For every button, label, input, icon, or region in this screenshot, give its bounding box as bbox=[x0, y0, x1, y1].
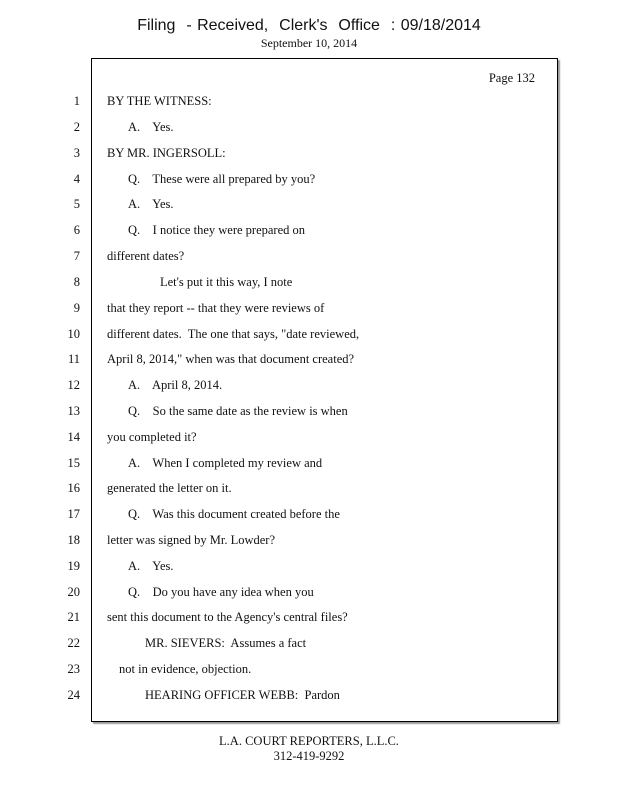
line-number: 18 bbox=[67, 533, 80, 547]
line-text: that they report -- that they were reviews of bbox=[107, 301, 325, 315]
line-text: Q. These were all prepared by you? bbox=[128, 172, 316, 186]
line-text: A. Yes. bbox=[128, 559, 174, 573]
line-number: 22 bbox=[67, 636, 80, 650]
line-number: 3 bbox=[73, 146, 80, 160]
line-number: 6 bbox=[73, 223, 80, 237]
line-text: A. April 8, 2014. bbox=[128, 378, 223, 392]
line-text: HEARING OFFICER WEBB: Pardon bbox=[145, 688, 340, 702]
line-text: Let's put it this way, I note bbox=[160, 275, 293, 289]
line-text: Q. Do you have any idea when you bbox=[128, 585, 314, 599]
line-number: 21 bbox=[67, 610, 80, 624]
line-text: sent this document to the Agency's central files? bbox=[107, 610, 348, 624]
line-text: BY MR. INGERSOLL: bbox=[107, 146, 226, 160]
line-text: April 8, 2014," when was that document created? bbox=[107, 352, 355, 366]
court-reporter-phone: 312-419-9292 bbox=[273, 749, 345, 763]
line-number: 11 bbox=[67, 352, 80, 366]
line-text: Q. Was this document created before the bbox=[128, 507, 340, 521]
line-number: 20 bbox=[67, 585, 80, 599]
line-text: A. Yes. bbox=[128, 197, 174, 211]
line-number: 15 bbox=[67, 456, 80, 470]
line-text: different dates. The one that says, "date reviewed, bbox=[107, 327, 360, 341]
filing-stamp: Filing - Received, Clerk's Office : 09/18/2014 bbox=[137, 17, 481, 34]
line-number: 23 bbox=[67, 662, 80, 676]
line-number: 4 bbox=[73, 172, 80, 186]
line-number: 8 bbox=[73, 275, 80, 289]
line-text: different dates? bbox=[107, 249, 185, 263]
line-text: Q. So the same date as the review is when bbox=[128, 404, 348, 418]
line-text: Q. I notice they were prepared on bbox=[128, 223, 306, 237]
line-number: 14 bbox=[67, 430, 80, 444]
line-number: 16 bbox=[67, 481, 80, 495]
line-number: 2 bbox=[73, 120, 80, 134]
line-number: 13 bbox=[67, 404, 80, 418]
line-text: BY THE WITNESS: bbox=[107, 94, 212, 108]
line-number: 17 bbox=[67, 507, 80, 521]
deposition-date: September 10, 2014 bbox=[260, 36, 358, 50]
line-number: 7 bbox=[73, 249, 80, 263]
line-text: A. When I completed my review and bbox=[128, 456, 323, 470]
line-text: A. Yes. bbox=[128, 120, 174, 134]
line-text: generated the letter on it. bbox=[107, 481, 232, 495]
line-number: 24 bbox=[67, 688, 80, 702]
line-number: 10 bbox=[67, 327, 80, 341]
line-number: 5 bbox=[73, 197, 80, 211]
line-text: letter was signed by Mr. Lowder? bbox=[107, 533, 276, 547]
line-number: 19 bbox=[67, 559, 80, 573]
page-number: Page 132 bbox=[488, 71, 535, 85]
line-number: 9 bbox=[73, 301, 80, 315]
line-text: not in evidence, objection. bbox=[119, 662, 252, 676]
line-number: 12 bbox=[67, 378, 80, 392]
line-text: MR. SIEVERS: Assumes a fact bbox=[145, 636, 307, 650]
line-text: you completed it? bbox=[107, 430, 197, 444]
court-reporter-name: L.A. COURT REPORTERS, L.L.C. bbox=[219, 734, 399, 748]
line-number: 1 bbox=[73, 94, 80, 108]
